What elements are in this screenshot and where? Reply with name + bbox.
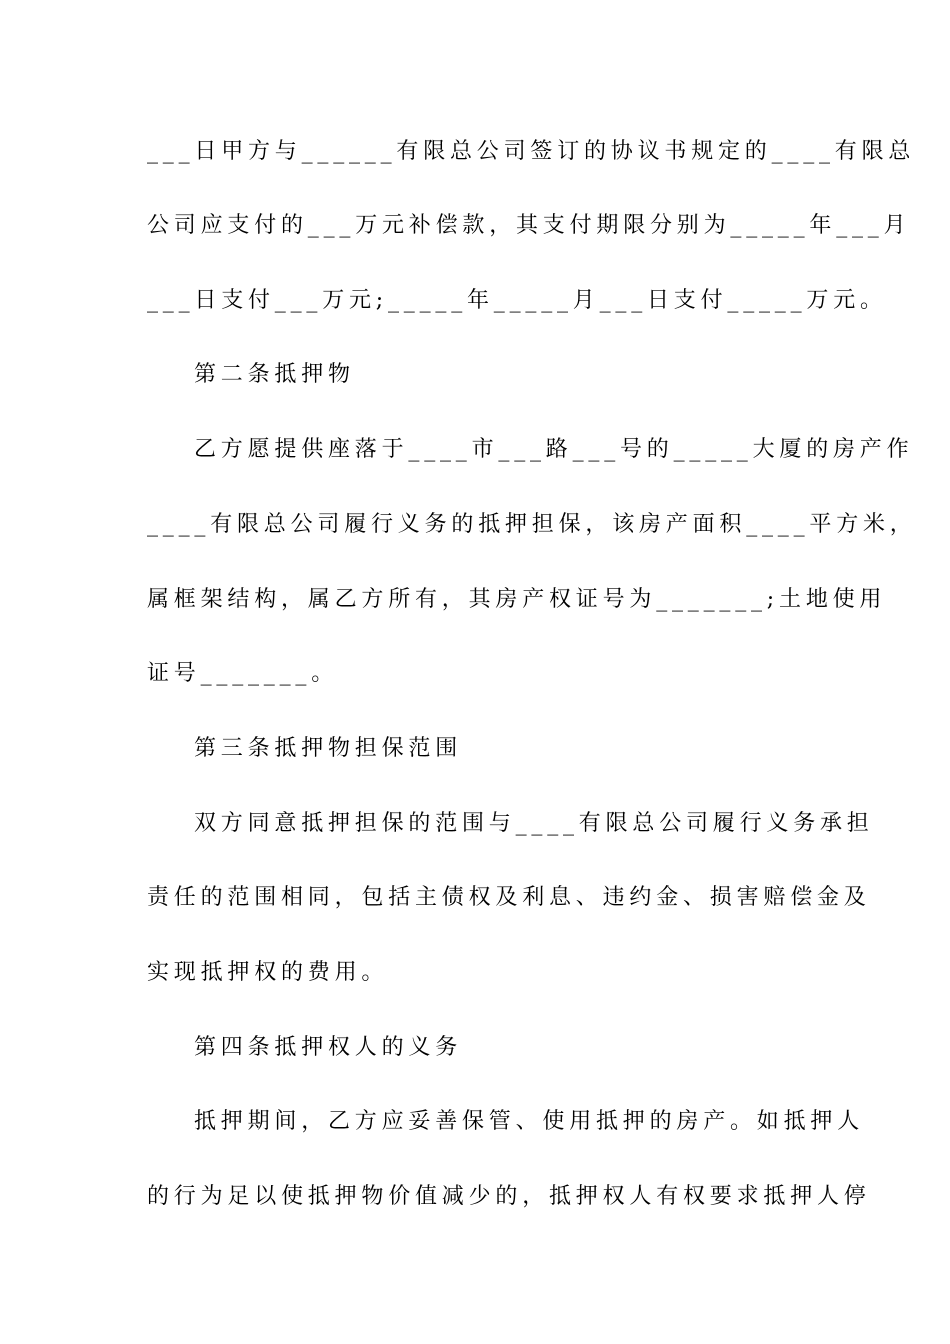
body-text-line: 抵押期间，乙方应妥善保管、使用抵押的房产。如抵押人 (194, 1109, 865, 1134)
body-text-line: ____有限总公司履行义务的抵押担保，该房产面积____平方米， (147, 512, 917, 537)
body-text-line: 责任的范围相同，包括主债权及利息、违约金、损害赔偿金及 (147, 885, 871, 910)
body-text-line: 实现抵押权的费用。 (147, 960, 389, 985)
article-heading: 第二条抵押物 (194, 362, 355, 387)
article-heading: 第四条抵押权人的义务 (194, 1035, 463, 1060)
article-heading: 第三条抵押物担保范围 (194, 736, 463, 761)
body-text-line: 乙方愿提供座落于____市___路___号的_____大厦的房产作 (194, 437, 914, 462)
body-text-line: 证号_______。 (147, 661, 339, 686)
body-text-line: 的行为足以使抵押物价值减少的，抵押权人有权要求抵押人停 (147, 1184, 871, 1209)
body-text-line: ___日支付___万元;_____年_____月___日支付_____万元。 (147, 288, 887, 313)
body-text-line: 属框架结构，属乙方所有，其房产权证号为_______;土地使用 (147, 587, 887, 612)
body-text-line: 双方同意抵押担保的范围与____有限总公司履行义务承担 (194, 811, 874, 836)
body-text-line: 公司应支付的___万元补偿款，其支付期限分别为_____年___月 (147, 213, 911, 238)
body-text-line: ___日甲方与______有限总公司签订的协议书规定的____有限总 (147, 139, 916, 164)
